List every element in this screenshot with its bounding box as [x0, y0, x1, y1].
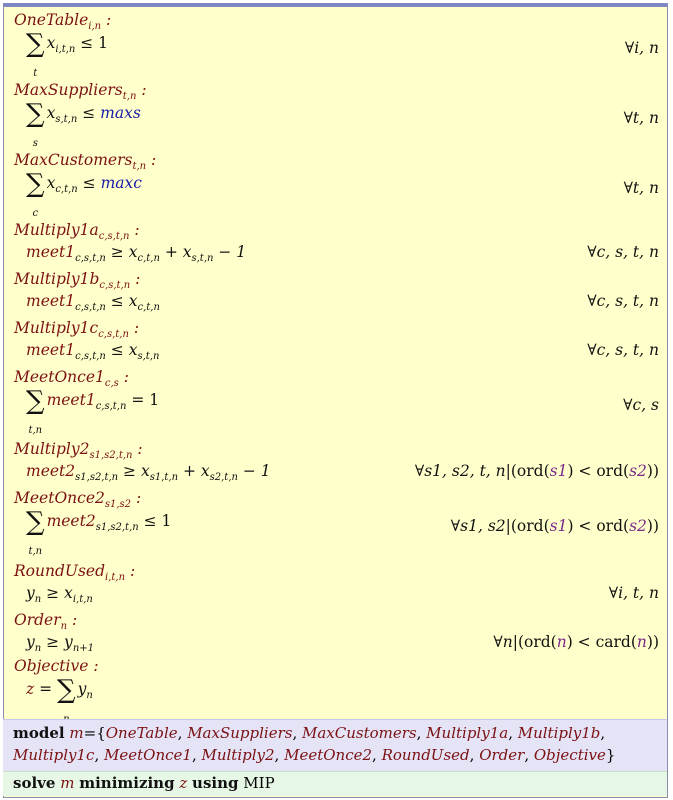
- model-member: Objective: [533, 746, 606, 764]
- equation-domain: ∀c, s, t, n: [587, 341, 659, 359]
- equation-index: n: [60, 621, 68, 633]
- equation-domain: ∀c, s: [623, 396, 659, 414]
- equation-name: Multiply1c: [14, 319, 99, 337]
- equation-domain: ∀s1, s2, t, n|(ord(s1) < ord(s2)): [414, 462, 659, 480]
- equation-multiply1c: $Multiply1c_{c,s,t,n}$ : $meet1_{c,s,t,n} \le x_{s,t,n}$ ∀c, s, t, n: [14, 319, 659, 363]
- equation-index: s1,s2: [104, 499, 132, 511]
- model-member: Order: [479, 746, 525, 764]
- model-member: Multiply1b: [517, 724, 601, 742]
- equation-domain: ∀n|(ord(n) < card(n)): [493, 633, 659, 651]
- equation-body: $y_n \ge y_{n+1}$: [26, 633, 95, 655]
- equation-panel: [3, 3, 668, 798]
- equation-onetable: OneTable$_{i,n}$ : ∑ t $x_{i,t,n} \le 1$ ∀i, n: [14, 11, 659, 79]
- equation-body: $meet1_{c,s,t,n} \le x_{s,t,n}$: [26, 341, 160, 363]
- equation-body: ∑ t $x_{i,t,n} \le 1$: [26, 29, 109, 79]
- equation-meetonce2: $MeetOnce2_{s1,s2}$ : ∑ t,n $meet2_{s1,s2,t,n} \le 1$ ∀s1, s2|(ord(s1) < ord(s2)): [14, 489, 659, 557]
- equation-name: Multiply1a: [14, 221, 99, 239]
- sum-symbol: ∑ t,n: [26, 386, 45, 436]
- equation-index: i,n: [88, 21, 102, 33]
- equation-meetonce1: $MeetOnce1_{c,s}$ : ∑ t,n $meet1_{c,s,t,n} = 1$ ∀c, s: [14, 368, 659, 436]
- model-statement: model m={OneTable, MaxSuppliers, MaxCustomers, Multiply1a, Multiply1b, Multiply1c, MeetOnce1, Multiply2, MeetOnce2, RoundUsed, Order, Objective}: [3, 719, 667, 772]
- model-member: OneTable: [105, 724, 178, 742]
- equation-body: ∑ s $x_{s,t,n} \le \max s$: [26, 99, 141, 149]
- sum-symbol: ∑ c: [26, 169, 45, 219]
- sum-symbol: ∑ t,n: [26, 507, 45, 557]
- equation-maxcustomers: MaxCustomers$_{t,n}$ : ∑ c $x_{c,t,n} \le \max c$ ∀t, n: [14, 151, 659, 219]
- equation-name: OneTable: [14, 11, 89, 29]
- equation-body: ∑ t,n $meet2_{s1,s2,t,n} \le 1$: [26, 507, 172, 557]
- equation-body: $meet2_{s1,s2,t,n} \ge x_{s1,t,n} + x_{s2,t,n} - 1$: [26, 462, 271, 484]
- equation-index: t,n: [132, 161, 147, 173]
- equation-name: MaxCustomers: [14, 151, 133, 169]
- equation-name: Multiply2: [14, 440, 90, 458]
- model-member: Multiply1c: [13, 746, 95, 764]
- equation-index: c,s,t,n: [98, 329, 129, 341]
- equation-order: Order$_n$ : $y_n \ge y_{n+1}$ ∀n|(ord(n) < card(n)): [14, 611, 659, 655]
- equation-index: t,n: [122, 91, 137, 103]
- equation-domain: ∀s1, s2|(ord(s1) < ord(s2)): [450, 517, 659, 535]
- equation-domain: ∀i, t, n: [608, 584, 659, 602]
- parameter: maxc: [100, 174, 142, 192]
- model-member: MaxSuppliers: [187, 724, 293, 742]
- equation-body: $meet1_{c,s,t,n} \ge x_{c,t,n} + x_{s,t,n} - 1$: [26, 243, 247, 265]
- model-member: Multiply2: [201, 746, 275, 764]
- equation-maxsuppliers: MaxSuppliers$_{t,n}$ : ∑ s $x_{s,t,n} \le \max s$ ∀t, n: [14, 81, 659, 149]
- model-member: MeetOnce1: [104, 746, 192, 764]
- equation-name: MeetOnce1: [14, 368, 105, 386]
- equation-domain: ∀t, n: [623, 179, 659, 197]
- equation-roundused: RoundUsed$_{i,t,n}$ : $y_n \ge x_{i,t,n}$ ∀i, t, n: [14, 562, 659, 606]
- equation-name: Order: [14, 611, 61, 629]
- model-member: MeetOnce2: [284, 746, 373, 764]
- equation-domain: ∀c, s, t, n: [587, 243, 659, 261]
- solver-type: MIP: [243, 774, 275, 792]
- model-member: RoundUsed: [381, 746, 470, 764]
- equation-index: s1,s2,t,n: [89, 450, 133, 462]
- equation-index: i,t,n: [105, 572, 126, 584]
- equation-index: c,s,t,n: [99, 280, 131, 292]
- model-member: MaxCustomers: [302, 724, 417, 742]
- sum-symbol: ∑ t: [26, 29, 45, 79]
- equation-index: c,s: [104, 378, 119, 390]
- equation-domain: ∀c, s, t, n: [587, 292, 659, 310]
- model-member: Multiply1a: [426, 724, 509, 742]
- equation-body: $y_n \ge x_{i,t,n}$: [26, 584, 93, 606]
- equation-name: MaxSuppliers: [14, 81, 123, 99]
- equation-body: $meet1_{c,s,t,n} \le x_{c,t,n}$: [26, 292, 160, 314]
- equation-name: Multiply1b: [14, 270, 100, 288]
- sum-symbol: ∑ s: [26, 99, 45, 149]
- model-name: m: [69, 724, 84, 742]
- equation-multiply1a: $Multiply1a_{c,s,t,n}$ : $meet1_{c,s,t,n} \ge x_{c,t,n} + x_{s,t,n} - 1$ ∀c, s, t, n: [14, 221, 659, 265]
- equation-name: RoundUsed: [14, 562, 106, 580]
- equation-body: ∑ c $x_{c,t,n} \le \max c$: [26, 169, 142, 219]
- equation-domain: ∀t, n: [623, 109, 659, 127]
- equation-body: ∑ t,n $meet1_{c,s,t,n} = 1$: [26, 386, 160, 436]
- equation-multiply2: $Multiply2_{s1,s2,t,n}$ : $meet2_{s1,s2,t,n} \ge x_{s1,t,n} + x_{s2,t,n} - 1$ ∀s1, s2, t, n|(ord(s1) < ord(s2)): [14, 440, 659, 484]
- equation-index: c,s,t,n: [98, 231, 130, 243]
- equation-name: Objective: [14, 657, 89, 675]
- solve-statement: solve m minimizing z using MIP: [3, 771, 667, 796]
- equation-multiply1b: $Multiply1b_{c,s,t,n}$ : $meet1_{c,s,t,n} \le x_{c,t,n}$ ∀c, s, t, n: [14, 270, 659, 314]
- sum-symbol: ∑: [57, 675, 76, 705]
- parameter: maxs: [100, 104, 141, 122]
- equation-domain: ∀i, n: [624, 39, 659, 57]
- equation-name: MeetOnce2: [14, 489, 105, 507]
- equation-body: z = ∑ $y_n$: [26, 675, 93, 705]
- equation-objective: Objective : z = ∑ $y_n$: [14, 657, 99, 705]
